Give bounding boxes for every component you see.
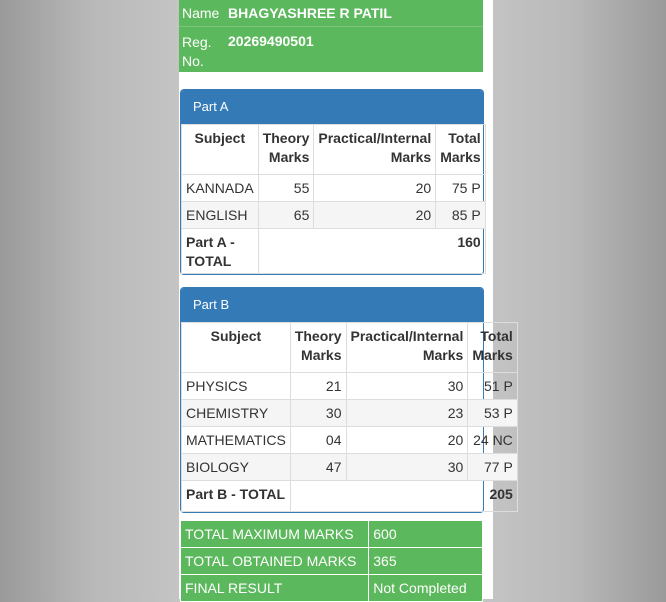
- practical-cell: 20: [314, 175, 436, 202]
- table-header-row: [182, 125, 486, 175]
- practical-cell: 23: [346, 400, 468, 427]
- total-cell: 53 P: [468, 400, 517, 427]
- col-subject: Subject: [182, 323, 291, 373]
- theory-cell: 55: [258, 175, 314, 202]
- table-row: [182, 454, 518, 481]
- col-theory: Theory Marks: [290, 323, 346, 373]
- table-header-row: [182, 323, 518, 373]
- part-b-panel: [180, 287, 513, 513]
- final-result-value: Not Completed: [369, 575, 483, 602]
- name-label: Name: [182, 5, 220, 21]
- subject-cell: PHYSICS: [182, 373, 291, 400]
- practical-cell: 30: [346, 454, 468, 481]
- part-b-total-label: Part B - TOTAL: [182, 481, 291, 512]
- col-total: Total Marks: [468, 323, 517, 373]
- reg-number-row: [179, 27, 483, 72]
- table-row: [182, 373, 518, 400]
- part-b-total-row: [182, 481, 518, 512]
- theory-cell: 21: [290, 373, 346, 400]
- summary-label: TOTAL MAXIMUM MARKS: [181, 521, 369, 548]
- subject-cell: MATHEMATICS: [182, 427, 291, 454]
- subject-cell: BIOLOGY: [182, 454, 291, 481]
- reg-label: Reg. No.: [182, 34, 212, 69]
- total-cell: 24 NC: [468, 427, 517, 454]
- table-row: [182, 175, 486, 202]
- part-b-table: [181, 322, 518, 512]
- part-a-total-label: Part A - TOTAL: [182, 229, 259, 274]
- theory-cell: 30: [290, 400, 346, 427]
- theory-cell: 65: [258, 202, 314, 229]
- total-cell: 75 P: [436, 175, 485, 202]
- col-theory: Theory Marks: [258, 125, 314, 175]
- col-subject: Subject: [182, 125, 259, 175]
- reg-number: 20269490501: [228, 33, 314, 49]
- summary-value: 600: [369, 521, 483, 548]
- theory-cell: 04: [290, 427, 346, 454]
- student-info-box: [179, 0, 483, 72]
- part-b-title: Part B: [181, 288, 483, 322]
- part-a-table: [181, 124, 486, 274]
- subject-cell: KANNADA: [182, 175, 259, 202]
- table-row: [182, 427, 518, 454]
- part-a-panel: [180, 89, 484, 275]
- summary-row: [181, 575, 483, 602]
- student-name-row: [179, 0, 483, 27]
- table-row: [182, 400, 518, 427]
- col-total: Total Marks: [436, 125, 485, 175]
- total-cell: 51 P: [468, 373, 517, 400]
- subject-cell: ENGLISH: [182, 202, 259, 229]
- practical-cell: 20: [346, 427, 468, 454]
- result-page: [179, 0, 513, 599]
- part-b-total-value: 205: [290, 481, 517, 512]
- summary-label: FINAL RESULT: [181, 575, 369, 602]
- part-a-total-value: 160: [258, 229, 485, 274]
- col-practical: Practical/Internal Marks: [314, 125, 436, 175]
- summary-row: [181, 521, 483, 548]
- summary-label: TOTAL OBTAINED MARKS: [181, 548, 369, 575]
- summary-row: [181, 548, 483, 575]
- table-row: [182, 202, 486, 229]
- theory-cell: 47: [290, 454, 346, 481]
- subject-cell: CHEMISTRY: [182, 400, 291, 427]
- practical-cell: 30: [346, 373, 468, 400]
- student-name: BHAGYASHREE R PATIL: [228, 5, 392, 21]
- summary-value: 365: [369, 548, 483, 575]
- total-cell: 85 P: [436, 202, 485, 229]
- part-a-title: Part A: [181, 90, 483, 124]
- part-a-total-row: [182, 229, 486, 274]
- practical-cell: 20: [314, 202, 436, 229]
- total-cell: 77 P: [468, 454, 517, 481]
- col-practical: Practical/Internal Marks: [346, 323, 468, 373]
- summary-table: [180, 520, 483, 602]
